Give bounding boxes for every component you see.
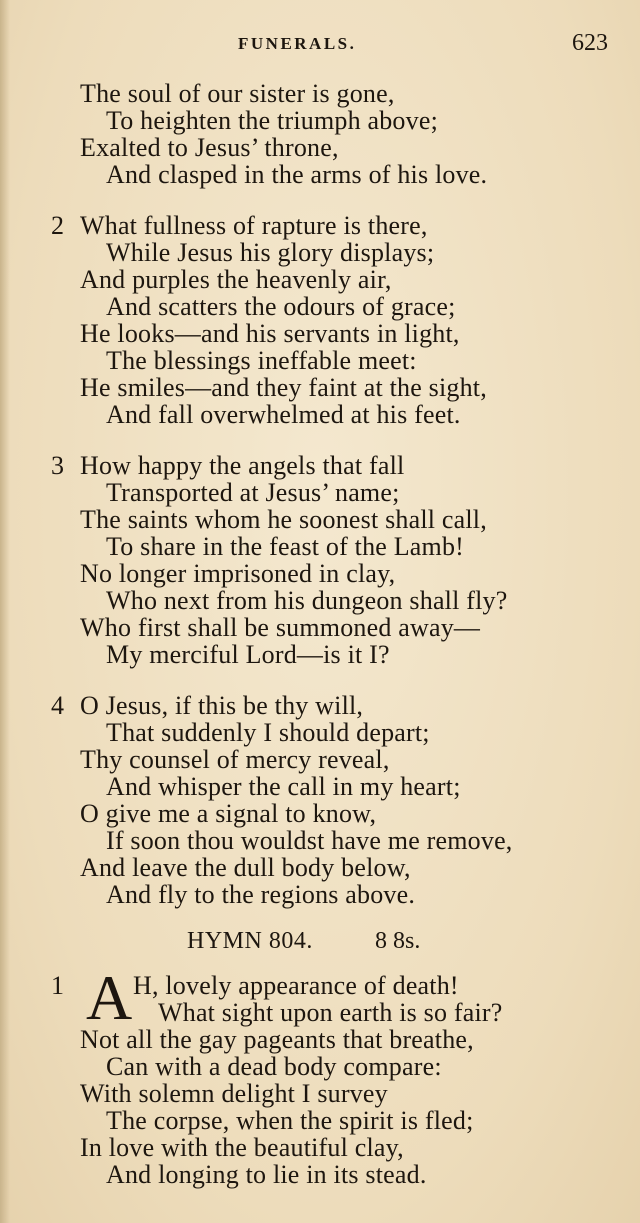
verse-line: That suddenly I should depart;	[106, 718, 430, 747]
verse-line: And leave the dull body below,	[80, 853, 411, 882]
verse-line: My merciful Lord—is it I?	[106, 640, 390, 669]
stanza-number: 2	[51, 211, 64, 240]
verse-line: Transported at Jesus’ name;	[106, 478, 400, 507]
verse-line: The soul of our sister is gone,	[80, 79, 395, 108]
verse-line: H, lovely appearance of death!	[133, 971, 459, 1000]
verse-line: Exalted to Jesus’ throne,	[80, 133, 339, 162]
page-number: 623	[572, 30, 608, 56]
stanza-number: 1	[51, 971, 64, 1000]
verse-line: And longing to lie in its stead.	[106, 1160, 427, 1189]
verse-line: O Jesus, if this be thy will,	[80, 691, 364, 720]
verse-line: And clasped in the arms of his love.	[106, 160, 488, 189]
verse-line: While Jesus his glory displays;	[106, 238, 435, 267]
verse-line: Who first shall be summoned away—	[80, 613, 481, 642]
verse-line: Not all the gay pageants that breathe,	[80, 1025, 474, 1054]
verse-line: And purples the heavenly air,	[80, 265, 392, 294]
stanza-number: 3	[51, 451, 64, 480]
hymn-meter: 8 8s.	[375, 928, 421, 954]
verse-line: Thy counsel of mercy reveal,	[80, 745, 390, 774]
verse-line: With solemn delight I survey	[80, 1079, 388, 1108]
verse-line: He looks—and his servants in light,	[80, 319, 460, 348]
verse-line: What fullness of rapture is there,	[80, 211, 428, 240]
hymn-title: HYMN 804.	[187, 928, 313, 954]
stanza-number: 4	[51, 691, 64, 720]
verse-line: In love with the beautiful clay,	[80, 1133, 404, 1162]
verse-line: No longer imprisoned in clay,	[80, 559, 396, 588]
verse-line: How happy the angels that fall	[80, 451, 405, 480]
verse-line: He smiles—and they faint at the sight,	[80, 373, 487, 402]
verse-line: O give me a signal to know,	[80, 799, 377, 828]
drop-cap: A	[86, 962, 133, 1033]
page-gutter-shadow	[0, 0, 10, 1223]
verse-line: The corpse, when the spirit is fled;	[106, 1106, 474, 1135]
verse-line: And fly to the regions above.	[106, 880, 416, 909]
verse-line: And scatters the odours of grace;	[106, 292, 456, 321]
verse-line: The blessings ineffable meet:	[106, 346, 417, 375]
running-title: FUNERALS.	[238, 34, 357, 53]
verse-line: And whisper the call in my heart;	[106, 772, 461, 801]
verse-line: Can with a dead body compare:	[106, 1052, 442, 1081]
running-head	[0, 30, 640, 60]
verse-line: If soon thou wouldst have me remove,	[106, 826, 513, 855]
verse-line: To heighten the triumph above;	[106, 106, 438, 135]
verse-line: Who next from his dungeon shall fly?	[106, 586, 508, 615]
verse-line: To share in the feast of the Lamb!	[106, 532, 465, 561]
verse-line: The saints whom he soonest shall call,	[80, 505, 487, 534]
hymn-heading	[0, 928, 640, 958]
verse-line: What sight upon earth is so fair?	[158, 998, 503, 1027]
verse-line: And fall overwhelmed at his feet.	[106, 400, 461, 429]
